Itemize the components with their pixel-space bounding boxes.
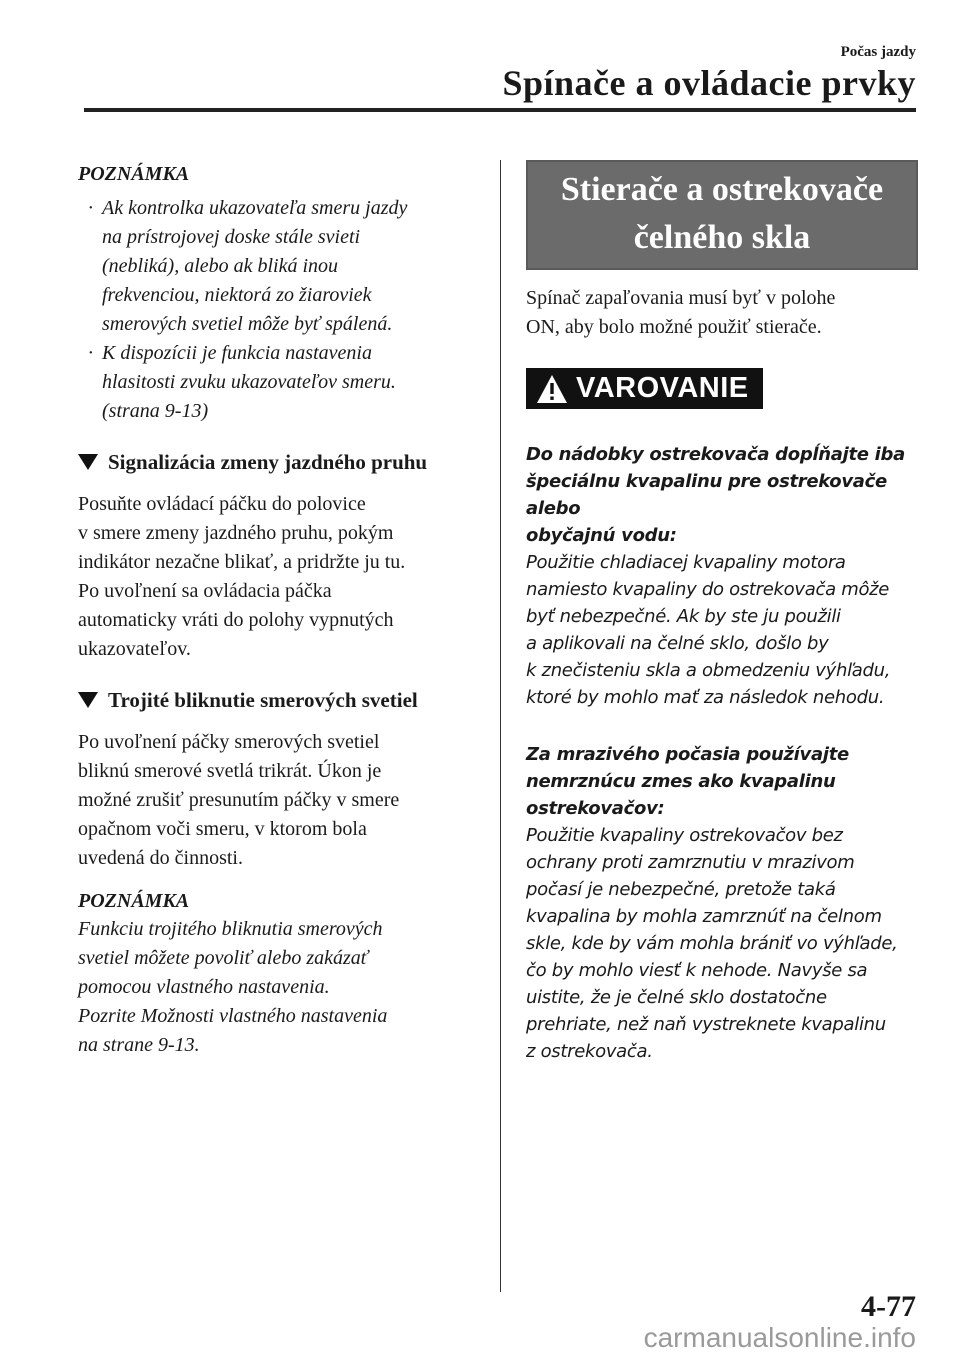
warning-label: VAROVANIE	[576, 372, 749, 404]
watermark: carmanualsonline.info	[643, 1322, 916, 1353]
bullet-dot-icon: ·	[88, 342, 93, 364]
text-line: Použitie chladiacej kvapaliny motora	[526, 552, 846, 573]
text-line: ukazovateľov.	[78, 638, 191, 660]
text-line: hlasitosti zvuku ukazovateľov smeru.	[102, 371, 396, 393]
text-line: počasí je nebezpečné, pretože taká	[526, 879, 836, 900]
text-line: z ostrekovača.	[526, 1041, 653, 1062]
text-line: skle, kde by vám mohla brániť vo výhľade,	[526, 933, 898, 954]
bullet-dot-icon: ·	[88, 197, 93, 219]
note-label: POZNÁMKA	[78, 890, 190, 912]
warning-heading	[526, 741, 918, 822]
text-line: špeciálnu kvapalinu pre ostrekovače alebo	[526, 471, 887, 519]
note-label: POZNÁMKA	[78, 163, 190, 185]
text-line: a aplikovali na čelné sklo, došlo by	[526, 633, 829, 654]
warning-text	[526, 549, 918, 711]
text-line: ON, aby bolo možné použiť stierače.	[526, 316, 822, 338]
text-line: (strana 9-13)	[102, 400, 209, 422]
text-line: Ak kontrolka ukazovateľa smeru jazdy	[102, 197, 408, 219]
left-column	[78, 160, 478, 1060]
warning-body	[526, 441, 918, 1065]
header-chapter: Počas jazdy	[840, 44, 916, 60]
text-line: namiesto kvapaliny do ostrekovača môže	[526, 579, 890, 600]
text-line: kvapalina by mohla zamrznúť na čelnom	[526, 906, 882, 927]
text-line: (nebliká), alebo ak bliká inou	[102, 255, 339, 277]
header-section-title: Spínače a ovládacie prvky	[502, 63, 916, 103]
warning-heading	[526, 441, 918, 549]
text-line: Použitie kvapaliny ostrekovačov bez	[526, 825, 843, 846]
warning-badge	[526, 368, 763, 409]
triangle-down-icon	[78, 454, 98, 470]
lane-change-paragraph	[78, 490, 478, 664]
text-line: nemrznúcu zmes ako kvapalinu	[526, 771, 836, 792]
spacer	[526, 711, 918, 741]
heading-text: Signalizácia zmeny jazdného pruhu	[108, 450, 428, 474]
triangle-down-icon	[78, 692, 98, 708]
text-line: ostrekovačov:	[526, 798, 665, 819]
text-line: uvedená do činnosti.	[78, 847, 243, 869]
note-paragraph	[78, 915, 478, 1060]
text-line: Po uvoľnení páčky smerových svetiel	[78, 731, 380, 753]
warning-text	[526, 822, 918, 1065]
text-line: k znečisteniu skla a obmedzeniu výhľadu,	[526, 660, 891, 681]
text-line: Posuňte ovládací páčku do polovice	[78, 493, 366, 515]
heading-text: Trojité bliknutie smerových svetiel	[108, 688, 418, 712]
text-line: svetiel môžete povoliť alebo zakázať	[78, 947, 369, 969]
text-line: byť nebezpečné. Ak by ste ju použili	[526, 606, 841, 627]
note-bullet-item	[78, 339, 478, 426]
text-line: pomocou vlastného nastavenia.	[78, 976, 330, 998]
right-column	[526, 160, 918, 1065]
text-line: na prístrojovej doske stále svieti	[102, 226, 361, 248]
text-line: ochrany proti zamrznutiu v mrazivom	[526, 852, 855, 873]
column-divider	[500, 160, 501, 1292]
lane-change-heading	[78, 448, 478, 476]
warning-triangle-icon	[536, 374, 568, 404]
note-bullet-list	[78, 194, 478, 426]
text-line: bliknú smerové svetlá trikrát. Úkon je	[78, 760, 382, 782]
intro-paragraph	[526, 284, 918, 342]
note-bullet-item	[78, 194, 478, 339]
text-line: prehriate, než naň vystreknete kvapalinu	[526, 1014, 886, 1035]
text-line: indikátor nezačne blikať, a pridržte ju tu.	[78, 551, 406, 573]
triple-flash-heading	[78, 686, 478, 714]
text-line: Po uvoľnení sa ovládacia páčka	[78, 580, 332, 602]
text-line: K dispozícii je funkcia nastavenia	[102, 342, 372, 364]
section-title-box	[526, 160, 918, 270]
text-line: Pozrite Možnosti vlastného nastavenia	[78, 1005, 388, 1027]
text-line: obyčajnú vodu:	[526, 525, 677, 546]
text-line: opačnom voči smeru, v ktorom bola	[78, 818, 367, 840]
text-line: Funkciu trojitého bliknutia smerových	[78, 918, 383, 940]
text-line: čo by mohlo viesť k nehode. Navyše sa	[526, 960, 868, 981]
text-line: frekvenciou, niektorá zo žiaroviek	[102, 284, 372, 306]
text-line: ktoré by mohlo mať za následok nehodu.	[526, 687, 885, 708]
section-title-line: čelného skla	[633, 219, 811, 256]
header-rule	[84, 108, 916, 112]
section-title-line: Stierače a ostrekovače	[560, 171, 884, 208]
text-line: na strane 9-13.	[78, 1034, 200, 1056]
triple-flash-paragraph	[78, 728, 478, 873]
text-line: možné zrušiť presunutím páčky v smere	[78, 789, 400, 811]
text-line: Do nádobky ostrekovača dopĺňajte iba	[526, 444, 905, 465]
text-line: Spínač zapaľovania musí byť v polohe	[526, 287, 836, 309]
text-line: smerových svetiel môže byť spálená.	[102, 313, 393, 335]
page-number: 4-77	[861, 1290, 916, 1323]
text-line: automaticky vráti do polohy vypnutých	[78, 609, 394, 631]
text-line: uistite, že je čelné sklo dostatočne	[526, 987, 827, 1008]
text-line: Za mrazivého počasia používajte	[526, 744, 849, 765]
text-line: v smere zmeny jazdného pruhu, pokým	[78, 522, 394, 544]
